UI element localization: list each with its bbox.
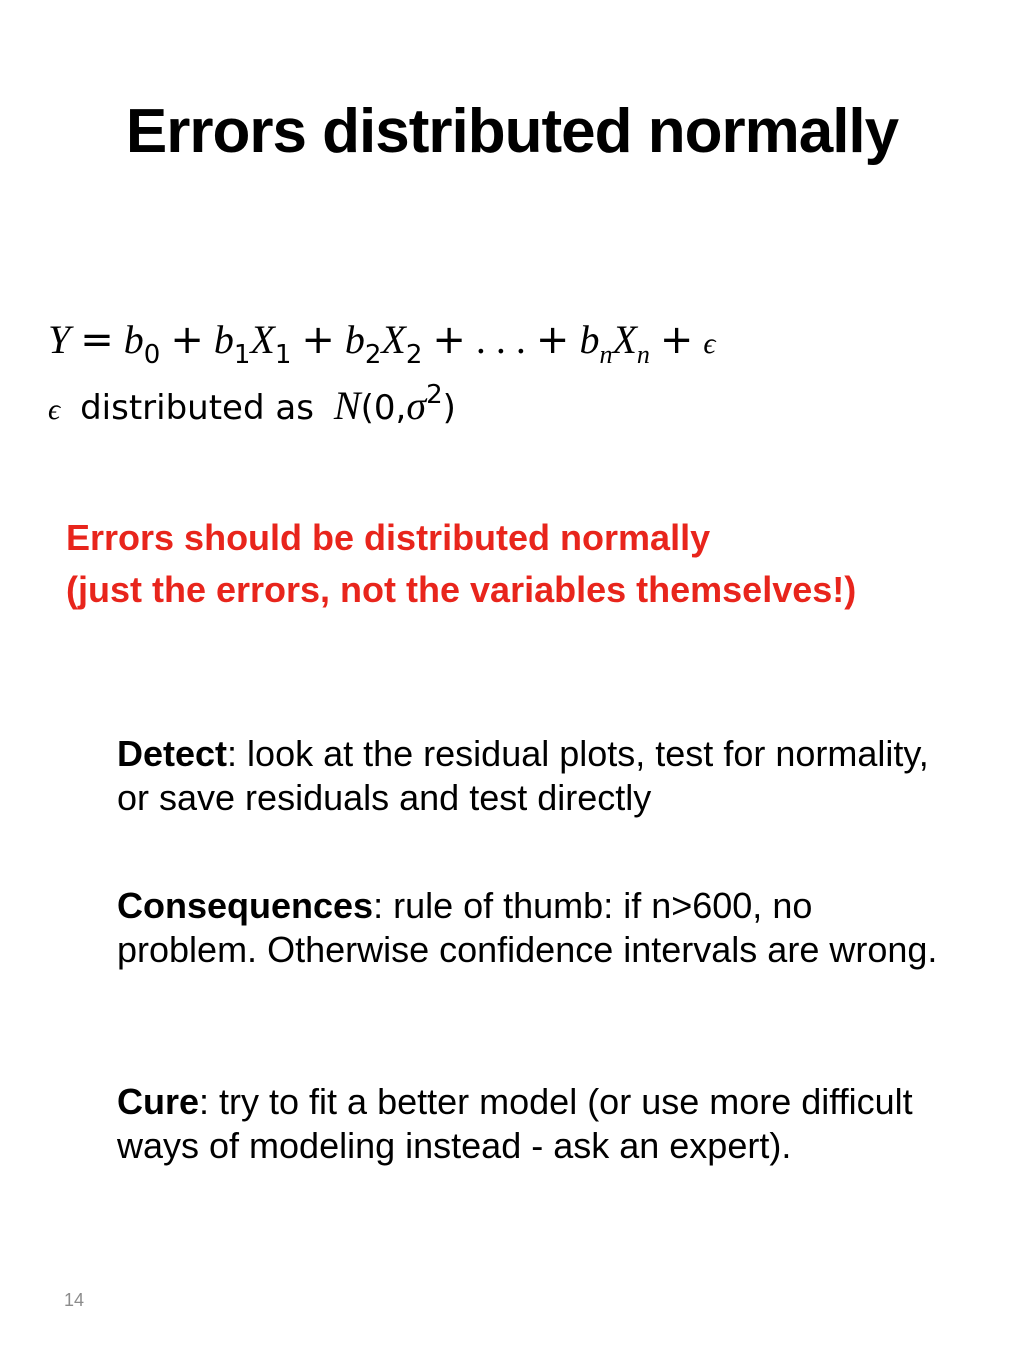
consequences-text: : rule of thumb: if n>600, no problem. Otherwise confidence intervals are wrong. [117,885,938,970]
detect-label: Detect [117,733,228,774]
page-number: 14 [64,1290,85,1310]
cure-text: : try to fit a better model (or use more difficult ways of modeling instead - ask an expert). [117,1081,913,1166]
cure-paragraph [117,1080,957,1168]
detect-text: : look at the residual plots, test for normality, or save residuals and test directly [117,733,929,818]
warning-line-2: (just the errors, not the variables themselves!) [66,569,857,610]
consequences-paragraph [117,884,957,972]
slide-title: Errors distributed normally [125,97,899,166]
consequences-label: Consequences [117,885,374,926]
cure-label: Cure [117,1081,200,1122]
regression-equation: $Y = b_0 + b_1X_1 + b_2X_2$ + . . . + $b_nX_n + \epsilon$ [48,317,716,370]
detect-paragraph [117,732,957,820]
warning-line-1: Errors should be distributed normally [66,517,711,558]
error-distribution-equation: ϵ distributed as $N(0,\sigma^2)$ [48,380,456,428]
